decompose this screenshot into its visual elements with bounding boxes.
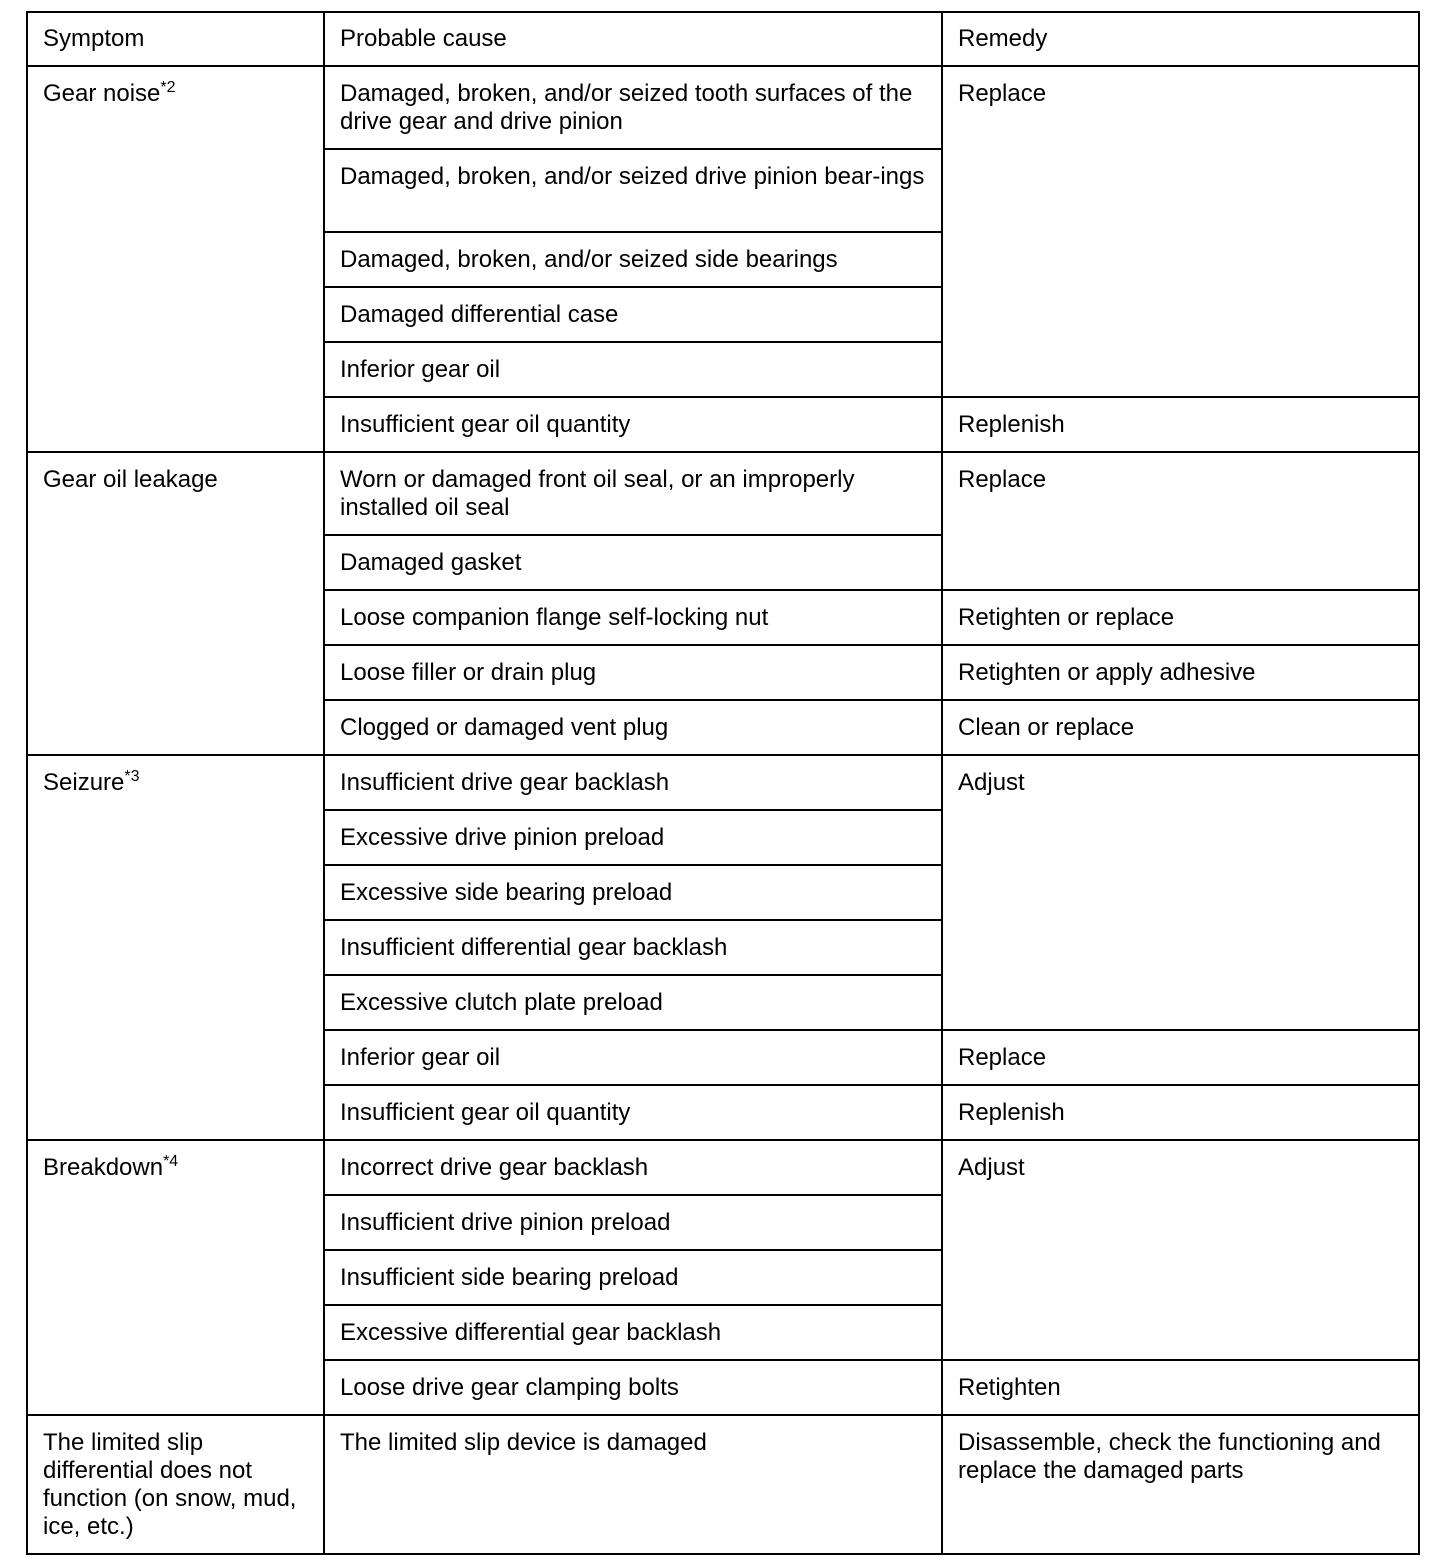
cause-cell: Insufficient gear oil quantity bbox=[324, 1085, 942, 1140]
remedy-cell: Adjust bbox=[942, 755, 1419, 1030]
symptom-cell bbox=[27, 66, 324, 452]
cause-cell: Clogged or damaged vent plug bbox=[324, 700, 942, 755]
cause-cell: Inferior gear oil bbox=[324, 342, 942, 397]
symptom-text: Gear oil leakage bbox=[43, 466, 218, 493]
cause-cell: Damaged differential case bbox=[324, 287, 942, 342]
remedy-cell: Clean or replace bbox=[942, 700, 1419, 755]
cause-cell: Insufficient side bearing preload bbox=[324, 1250, 942, 1305]
cause-cell: Excessive clutch plate preload bbox=[324, 975, 942, 1030]
cause-cell: Damaged, broken, and/or seized tooth surfaces of the drive gear and drive pinion bbox=[324, 66, 942, 149]
remedy-cell: Retighten bbox=[942, 1360, 1419, 1415]
table-row bbox=[27, 452, 1419, 535]
cause-cell: Incorrect drive gear backlash bbox=[324, 1140, 942, 1195]
footnote-ref: *4 bbox=[163, 1153, 179, 1170]
cause-cell: Insufficient drive pinion preload bbox=[324, 1195, 942, 1250]
remedy-cell: Replenish bbox=[942, 397, 1419, 452]
table-header-row bbox=[27, 12, 1419, 66]
cause-cell: Loose drive gear clamping bolts bbox=[324, 1360, 942, 1415]
symptom-text: Gear noise bbox=[43, 80, 161, 107]
symptom-cell bbox=[27, 452, 324, 755]
remedy-cell: Replace bbox=[942, 66, 1419, 397]
cause-cell: Damaged, broken, and/or seized side bearings bbox=[324, 232, 942, 287]
cause-cell: Insufficient differential gear backlash bbox=[324, 920, 942, 975]
cause-cell: Worn or damaged front oil seal, or an improperly installed oil seal bbox=[324, 452, 942, 535]
cause-cell: Loose companion flange self-locking nut bbox=[324, 590, 942, 645]
cause-cell: Excessive differential gear backlash bbox=[324, 1305, 942, 1360]
symptom-text: The limited slip differential does not function (on snow, mud, ice, etc.) bbox=[43, 1429, 297, 1540]
cause-cell: Excessive side bearing preload bbox=[324, 865, 942, 920]
remedy-cell: Retighten or replace bbox=[942, 590, 1419, 645]
troubleshooting-table bbox=[26, 11, 1420, 1555]
cause-cell: Damaged, broken, and/or seized drive pinion bear-ings bbox=[324, 149, 942, 232]
remedy-cell: Replenish bbox=[942, 1085, 1419, 1140]
remedy-cell: Replace bbox=[942, 452, 1419, 590]
table-row bbox=[27, 755, 1419, 810]
table-row bbox=[27, 1140, 1419, 1195]
cause-cell: Damaged gasket bbox=[324, 535, 942, 590]
remedy-cell: Disassemble, check the functioning and replace the damaged parts bbox=[942, 1415, 1419, 1554]
cause-cell: Insufficient drive gear backlash bbox=[324, 755, 942, 810]
table-row bbox=[27, 1415, 1419, 1554]
symptom-cell bbox=[27, 1140, 324, 1415]
footnote-ref: *2 bbox=[160, 79, 176, 96]
symptom-cell bbox=[27, 1415, 324, 1554]
remedy-cell: Adjust bbox=[942, 1140, 1419, 1360]
cause-cell: The limited slip device is damaged bbox=[324, 1415, 942, 1554]
header-probable-cause: Probable cause bbox=[324, 12, 942, 66]
cause-cell: Loose filler or drain plug bbox=[324, 645, 942, 700]
symptom-text: Seizure bbox=[43, 769, 125, 796]
table-row bbox=[27, 66, 1419, 149]
header-remedy: Remedy bbox=[942, 12, 1419, 66]
remedy-cell: Replace bbox=[942, 1030, 1419, 1085]
symptom-text: Breakdown bbox=[43, 1154, 164, 1181]
remedy-cell: Retighten or apply adhesive bbox=[942, 645, 1419, 700]
symptom-cell bbox=[27, 755, 324, 1140]
cause-cell: Inferior gear oil bbox=[324, 1030, 942, 1085]
cause-cell: Insufficient gear oil quantity bbox=[324, 397, 942, 452]
cause-cell: Excessive drive pinion preload bbox=[324, 810, 942, 865]
footnote-ref: *3 bbox=[124, 768, 140, 785]
header-symptom: Symptom bbox=[27, 12, 324, 66]
